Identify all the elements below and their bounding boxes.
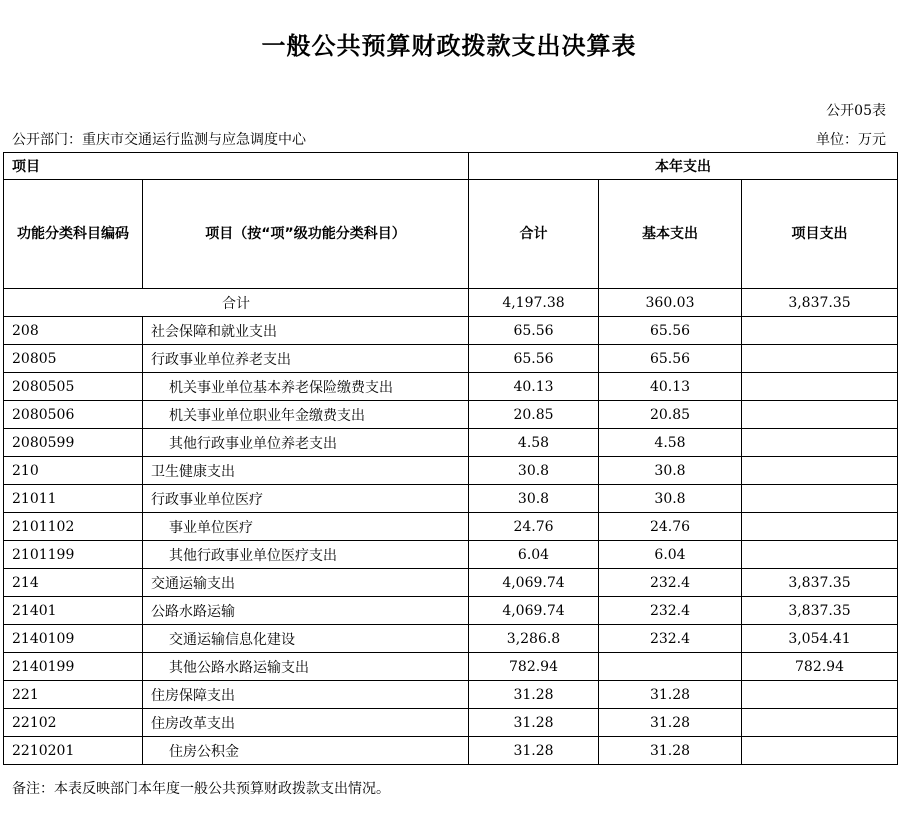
table-row bbox=[4, 569, 898, 597]
table-row bbox=[4, 485, 898, 513]
row-name: 其他公路水路运输支出 bbox=[143, 653, 469, 681]
header-code: 功能分类科目编码 bbox=[4, 180, 143, 289]
row-code: 2080506 bbox=[4, 401, 143, 429]
row-basic: 30.8 bbox=[599, 457, 742, 485]
row-code: 20805 bbox=[4, 345, 143, 373]
row-code: 221 bbox=[4, 681, 143, 709]
row-basic: 65.56 bbox=[599, 317, 742, 345]
row-name: 机关事业单位职业年金缴费支出 bbox=[143, 401, 469, 429]
row-project bbox=[742, 541, 898, 569]
row-name: 住房保障支出 bbox=[143, 681, 469, 709]
row-code: 2101199 bbox=[4, 541, 143, 569]
table-row bbox=[4, 681, 898, 709]
total-row bbox=[4, 289, 898, 317]
table-row bbox=[4, 345, 898, 373]
unit-label: 单位：万元 bbox=[816, 132, 886, 148]
total-basic: 360.03 bbox=[599, 289, 742, 317]
row-code: 22102 bbox=[4, 709, 143, 737]
row-project bbox=[742, 401, 898, 429]
row-project: 3,837.35 bbox=[742, 569, 898, 597]
row-total: 4,069.74 bbox=[469, 569, 599, 597]
row-project bbox=[742, 737, 898, 765]
row-project bbox=[742, 681, 898, 709]
row-code: 2210201 bbox=[4, 737, 143, 765]
table-row bbox=[4, 597, 898, 625]
row-project: 782.94 bbox=[742, 653, 898, 681]
row-basic: 6.04 bbox=[599, 541, 742, 569]
row-basic: 24.76 bbox=[599, 513, 742, 541]
table-row bbox=[4, 625, 898, 653]
row-total: 40.13 bbox=[469, 373, 599, 401]
row-basic: 31.28 bbox=[599, 681, 742, 709]
row-total: 31.28 bbox=[469, 681, 599, 709]
row-project bbox=[742, 317, 898, 345]
table-row bbox=[4, 429, 898, 457]
row-project bbox=[742, 485, 898, 513]
row-project bbox=[742, 709, 898, 737]
row-total: 31.28 bbox=[469, 737, 599, 765]
row-name: 行政事业单位养老支出 bbox=[143, 345, 469, 373]
row-name: 其他行政事业单位医疗支出 bbox=[143, 541, 469, 569]
header-total: 合计 bbox=[469, 180, 599, 289]
row-project bbox=[742, 373, 898, 401]
table-row bbox=[4, 317, 898, 345]
row-total: 20.85 bbox=[469, 401, 599, 429]
row-basic: 20.85 bbox=[599, 401, 742, 429]
row-total: 24.76 bbox=[469, 513, 599, 541]
row-name: 事业单位医疗 bbox=[143, 513, 469, 541]
table-row bbox=[4, 709, 898, 737]
row-name: 交通运输信息化建设 bbox=[143, 625, 469, 653]
row-total: 6.04 bbox=[469, 541, 599, 569]
row-code: 21401 bbox=[4, 597, 143, 625]
table-row bbox=[4, 653, 898, 681]
row-code: 2140109 bbox=[4, 625, 143, 653]
row-total: 4,069.74 bbox=[469, 597, 599, 625]
expenditure-table bbox=[3, 152, 898, 765]
row-basic: 232.4 bbox=[599, 597, 742, 625]
header-project: 项目 bbox=[4, 153, 469, 180]
row-total: 30.8 bbox=[469, 485, 599, 513]
row-basic: 65.56 bbox=[599, 345, 742, 373]
row-name: 住房公积金 bbox=[143, 737, 469, 765]
row-name: 公路水路运输 bbox=[143, 597, 469, 625]
row-name: 社会保障和就业支出 bbox=[143, 317, 469, 345]
department-label: 公开部门：重庆市交通运行监测与应急调度中心 bbox=[12, 132, 306, 148]
row-total: 3,286.8 bbox=[469, 625, 599, 653]
row-name: 其他行政事业单位养老支出 bbox=[143, 429, 469, 457]
row-project bbox=[742, 429, 898, 457]
row-project: 3,054.41 bbox=[742, 625, 898, 653]
table-row bbox=[4, 513, 898, 541]
table-row bbox=[4, 541, 898, 569]
row-basic: 31.28 bbox=[599, 709, 742, 737]
row-name: 卫生健康支出 bbox=[143, 457, 469, 485]
row-total: 65.56 bbox=[469, 317, 599, 345]
row-name: 机关事业单位基本养老保险缴费支出 bbox=[143, 373, 469, 401]
row-basic: 232.4 bbox=[599, 569, 742, 597]
row-code: 2140199 bbox=[4, 653, 143, 681]
header-current-year-expense: 本年支出 bbox=[469, 153, 898, 180]
footnote: 备注：本表反映部门本年度一般公共预算财政拨款支出情况。 bbox=[12, 781, 390, 797]
page-title: 一般公共预算财政拨款支出决算表 bbox=[261, 32, 637, 60]
table-row bbox=[4, 373, 898, 401]
header-project-expense: 项目支出 bbox=[742, 180, 898, 289]
row-basic bbox=[599, 653, 742, 681]
row-basic: 31.28 bbox=[599, 737, 742, 765]
table-row bbox=[4, 457, 898, 485]
row-basic: 40.13 bbox=[599, 373, 742, 401]
table-row bbox=[4, 737, 898, 765]
row-code: 214 bbox=[4, 569, 143, 597]
row-name: 行政事业单位医疗 bbox=[143, 485, 469, 513]
row-basic: 232.4 bbox=[599, 625, 742, 653]
table-row bbox=[4, 401, 898, 429]
row-total: 4.58 bbox=[469, 429, 599, 457]
header-basic: 基本支出 bbox=[599, 180, 742, 289]
row-basic: 4.58 bbox=[599, 429, 742, 457]
row-code: 21011 bbox=[4, 485, 143, 513]
row-name: 交通运输支出 bbox=[143, 569, 469, 597]
row-code: 2101102 bbox=[4, 513, 143, 541]
row-total: 782.94 bbox=[469, 653, 599, 681]
row-project bbox=[742, 457, 898, 485]
row-basic: 30.8 bbox=[599, 485, 742, 513]
row-project bbox=[742, 345, 898, 373]
row-total: 31.28 bbox=[469, 709, 599, 737]
header-name: 项目（按“项”级功能分类科目） bbox=[143, 180, 469, 289]
row-total: 65.56 bbox=[469, 345, 599, 373]
total-amount: 4,197.38 bbox=[469, 289, 599, 317]
row-name: 住房改革支出 bbox=[143, 709, 469, 737]
row-code: 2080505 bbox=[4, 373, 143, 401]
form-number: 公开05表 bbox=[826, 103, 886, 119]
row-code: 208 bbox=[4, 317, 143, 345]
row-code: 210 bbox=[4, 457, 143, 485]
row-code: 2080599 bbox=[4, 429, 143, 457]
total-project: 3,837.35 bbox=[742, 289, 898, 317]
row-project: 3,837.35 bbox=[742, 597, 898, 625]
total-label: 合计 bbox=[4, 289, 469, 317]
row-total: 30.8 bbox=[469, 457, 599, 485]
row-project bbox=[742, 513, 898, 541]
